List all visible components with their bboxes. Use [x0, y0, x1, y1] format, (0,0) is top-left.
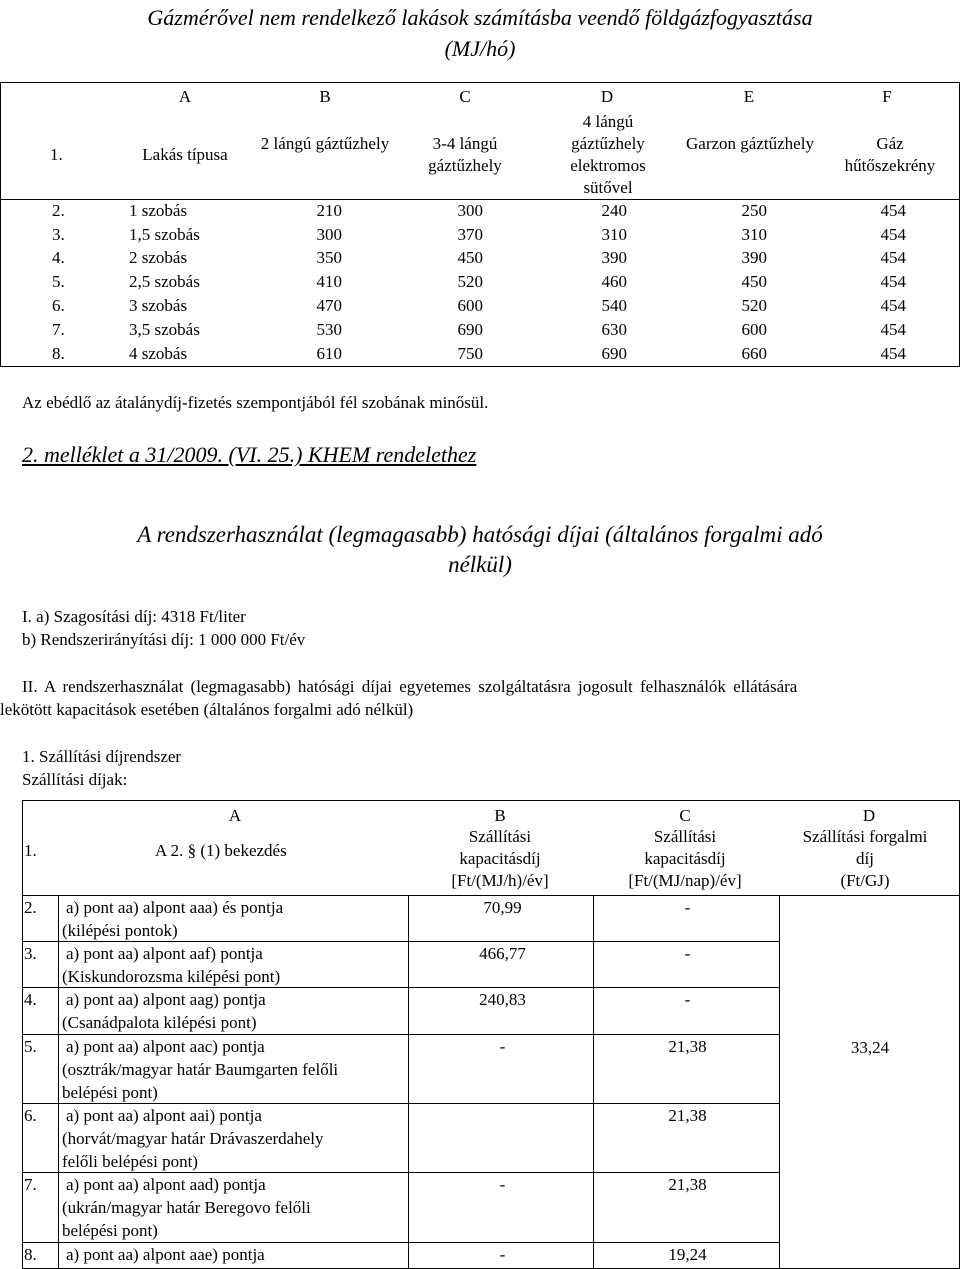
- t2-col-letter-c: C: [679, 806, 691, 825]
- row-value-b: 470: [316, 296, 342, 315]
- row-value-b: 350: [316, 248, 342, 267]
- header-lakas-tipusa: Lakás típusa: [142, 145, 228, 164]
- t2-row-capacity-fee-h: -: [499, 1175, 506, 1194]
- row-value-c: 690: [457, 320, 483, 339]
- t2-row-capacity-fee-h: -: [499, 1037, 506, 1056]
- t2-row-capacity-fee-day: 21,38: [668, 1175, 707, 1194]
- t2-row-description: (horvát/magyar határ Drávaszerdahely: [62, 1129, 324, 1148]
- t2-row-number: 7.: [24, 1175, 37, 1194]
- row-value-c: 520: [457, 272, 483, 291]
- t2-row-capacity-fee-h: 466,77: [479, 944, 526, 963]
- odorization-fee: I. a) Szagosítási díj: 4318 Ft/liter: [22, 607, 246, 626]
- row-value-b: 300: [316, 225, 342, 244]
- page-title: [0, 2, 960, 64]
- col-letter-a: A: [178, 87, 192, 106]
- t2-row-description: (kilépési pontok): [62, 921, 178, 940]
- col-letter-d: D: [600, 87, 614, 106]
- row-value-f: 454: [880, 225, 906, 244]
- row-apartment-type: 1,5 szobás: [129, 225, 200, 244]
- row-value-e: 390: [741, 248, 767, 267]
- row-value-c: 750: [457, 344, 483, 363]
- t2-row-description: (Csanádpalota kilépési pont): [62, 1013, 257, 1032]
- row-value-d: 310: [601, 225, 627, 244]
- col-letter-f: F: [882, 87, 892, 106]
- t2-row-description: belépési pont): [62, 1221, 158, 1240]
- t2-row-capacity-fee-day: 21,38: [668, 1037, 707, 1056]
- t2-row-description: a) pont aa) alpont aai) pontja: [66, 1106, 262, 1125]
- t2-row-description: a) pont aa) alpont aad) pontja: [66, 1175, 266, 1194]
- row-apartment-type: 3,5 szobás: [129, 320, 200, 339]
- header-gaz-hutoszekreny: Gáz hűtőszekrény: [844, 134, 936, 175]
- row-number: 5.: [52, 272, 65, 291]
- row-value-e: 600: [741, 320, 767, 339]
- row-value-f: 454: [880, 272, 906, 291]
- t2-header-c: Szállítási kapacitásdíj [Ft/(MJ/nap)/év]: [628, 827, 742, 890]
- t2-col-letter-d: D: [862, 806, 876, 825]
- row-number: 8.: [52, 344, 65, 363]
- t2-header-a: A 2. § (1) bekezdés: [155, 841, 287, 860]
- row-apartment-type: 3 szobás: [129, 296, 188, 315]
- dining-room-note: Az ebédlő az átalánydíj-fizetés szempontjából fél szobának minősül.: [22, 393, 489, 412]
- row-value-e: 310: [741, 225, 767, 244]
- row-number: 7.: [52, 320, 65, 339]
- t2-header-d: Szállítási forgalmi díj (Ft/GJ): [802, 827, 928, 890]
- subsection-heading: 1. Szállítási díjrendszer: [22, 747, 182, 766]
- row-value-d: 540: [601, 296, 627, 315]
- t2-row-description: a) pont aa) alpont aae) pontja: [66, 1245, 265, 1264]
- t2-row-number: 2.: [24, 898, 37, 917]
- t2-col-letter-b: B: [494, 806, 506, 825]
- row-value-d: 390: [601, 248, 627, 267]
- t2-row-capacity-fee-h: 240,83: [479, 990, 526, 1009]
- row-number: 6.: [52, 296, 65, 315]
- section-title-line-1: A rendszerhasználat (legmagasabb) hatósági díjai (általános forgalmi adó: [137, 522, 823, 547]
- row-value-b: 410: [316, 272, 342, 291]
- subsection-subheading: Szállítási díjak:: [22, 770, 128, 789]
- t2-merged-d-value: 33,24: [850, 1038, 890, 1057]
- t2-row-capacity-fee-h: 70,99: [483, 898, 522, 917]
- t2-row-capacity-fee-day: 19,24: [668, 1245, 707, 1264]
- t2-row-capacity-fee-day: -: [684, 944, 691, 963]
- row-apartment-type: 2 szobás: [129, 248, 188, 267]
- row-value-d: 460: [601, 272, 627, 291]
- t2-row-number: 6.: [24, 1106, 37, 1125]
- row-value-d: 240: [601, 201, 627, 220]
- header-row-number: 1.: [50, 145, 63, 164]
- t2-row-capacity-fee-day: -: [684, 990, 691, 1009]
- row-apartment-type: 1 szobás: [129, 201, 188, 220]
- row-value-b: 210: [316, 201, 342, 220]
- section-title-line-2: nélkül): [448, 552, 512, 577]
- t2-row-description: a) pont aa) alpont aac) pontja: [66, 1037, 265, 1056]
- t2-row-number: 3.: [24, 944, 37, 963]
- t2-row-description: a) pont aa) alpont aaf) pontja: [66, 944, 263, 963]
- row-apartment-type: 4 szobás: [129, 344, 188, 363]
- t2-row-description: felőli belépési pont): [62, 1152, 198, 1171]
- t2-row-capacity-fee-h: -: [499, 1245, 506, 1264]
- row-value-d: 630: [601, 320, 627, 339]
- t2-row-capacity-fee-day: -: [684, 898, 691, 917]
- row-value-c: 370: [457, 225, 483, 244]
- row-value-b: 530: [316, 320, 342, 339]
- row-number: 4.: [52, 248, 65, 267]
- row-value-c: 600: [457, 296, 483, 315]
- header-4-langu: 4 lángú gáztűzhely elektromos sütővel: [570, 112, 646, 197]
- t2-header-number: 1.: [24, 841, 37, 860]
- row-value-f: 454: [880, 248, 906, 267]
- row-value-d: 690: [601, 344, 627, 363]
- col-letter-b: B: [319, 87, 331, 106]
- t2-row-capacity-fee-day: 21,38: [668, 1106, 707, 1125]
- t2-row-description: belépési pont): [62, 1083, 158, 1102]
- header-garzon: Garzon gáztűzhely: [686, 134, 814, 153]
- para2-line-1: II. A rendszerhasználat (legmagasabb) hatósági díjai egyetemes szolgáltatásra jogosult felhasználók ellátására: [22, 677, 798, 696]
- header-2-langu: 2 lángú gáztűzhely: [260, 134, 390, 153]
- row-value-c: 300: [457, 201, 483, 220]
- section-title: [0, 520, 960, 580]
- row-number: 3.: [52, 225, 65, 244]
- col-letter-c: C: [459, 87, 471, 106]
- t2-header-b: Szállítási kapacitásdíj [Ft/(MJ/h)/év]: [451, 827, 549, 890]
- row-value-b: 610: [316, 344, 342, 363]
- para2-line-2: lekötött kapacitások esetében (általános forgalmi adó nélkül): [0, 700, 414, 719]
- row-value-e: 250: [741, 201, 767, 220]
- t2-row-description: (ukrán/magyar határ Beregovo felőli: [62, 1198, 311, 1217]
- t2-row-number: 5.: [24, 1037, 37, 1056]
- col-letter-e: E: [743, 87, 755, 106]
- t2-row-number: 4.: [24, 990, 37, 1009]
- annex-title: 2. melléklet a 31/2009. (VI. 25.) KHEM rendelethez: [22, 442, 477, 467]
- system-control-fee: b) Rendszerirányítási díj: 1 000 000 Ft/év: [22, 630, 306, 649]
- row-value-f: 454: [880, 296, 906, 315]
- t2-row-description: (osztrák/magyar határ Baumgarten felőli: [62, 1060, 339, 1079]
- title-line-2: (MJ/hó): [444, 36, 516, 61]
- row-value-e: 450: [741, 272, 767, 291]
- t2-row-description: a) pont aa) alpont aaa) és pontja: [66, 898, 284, 917]
- row-value-e: 520: [741, 296, 767, 315]
- row-number: 2.: [52, 201, 65, 220]
- t2-row-description: (Kiskundorozsma kilépési pont): [62, 967, 281, 986]
- row-apartment-type: 2,5 szobás: [129, 272, 200, 291]
- t2-col-letter-a: A: [228, 806, 242, 825]
- row-value-e: 660: [741, 344, 767, 363]
- t2-row-description: a) pont aa) alpont aag) pontja: [66, 990, 266, 1009]
- row-value-c: 450: [457, 248, 483, 267]
- row-value-f: 454: [880, 320, 906, 339]
- header-3-4-langu: 3-4 lángú gáztűzhely: [428, 134, 502, 175]
- title-line-1: Gázmérővel nem rendelkező lakások számításba veendő földgázfogyasztása: [147, 5, 813, 30]
- t2-row-number: 8.: [24, 1245, 37, 1264]
- row-value-f: 454: [880, 201, 906, 220]
- row-value-f: 454: [880, 344, 906, 363]
